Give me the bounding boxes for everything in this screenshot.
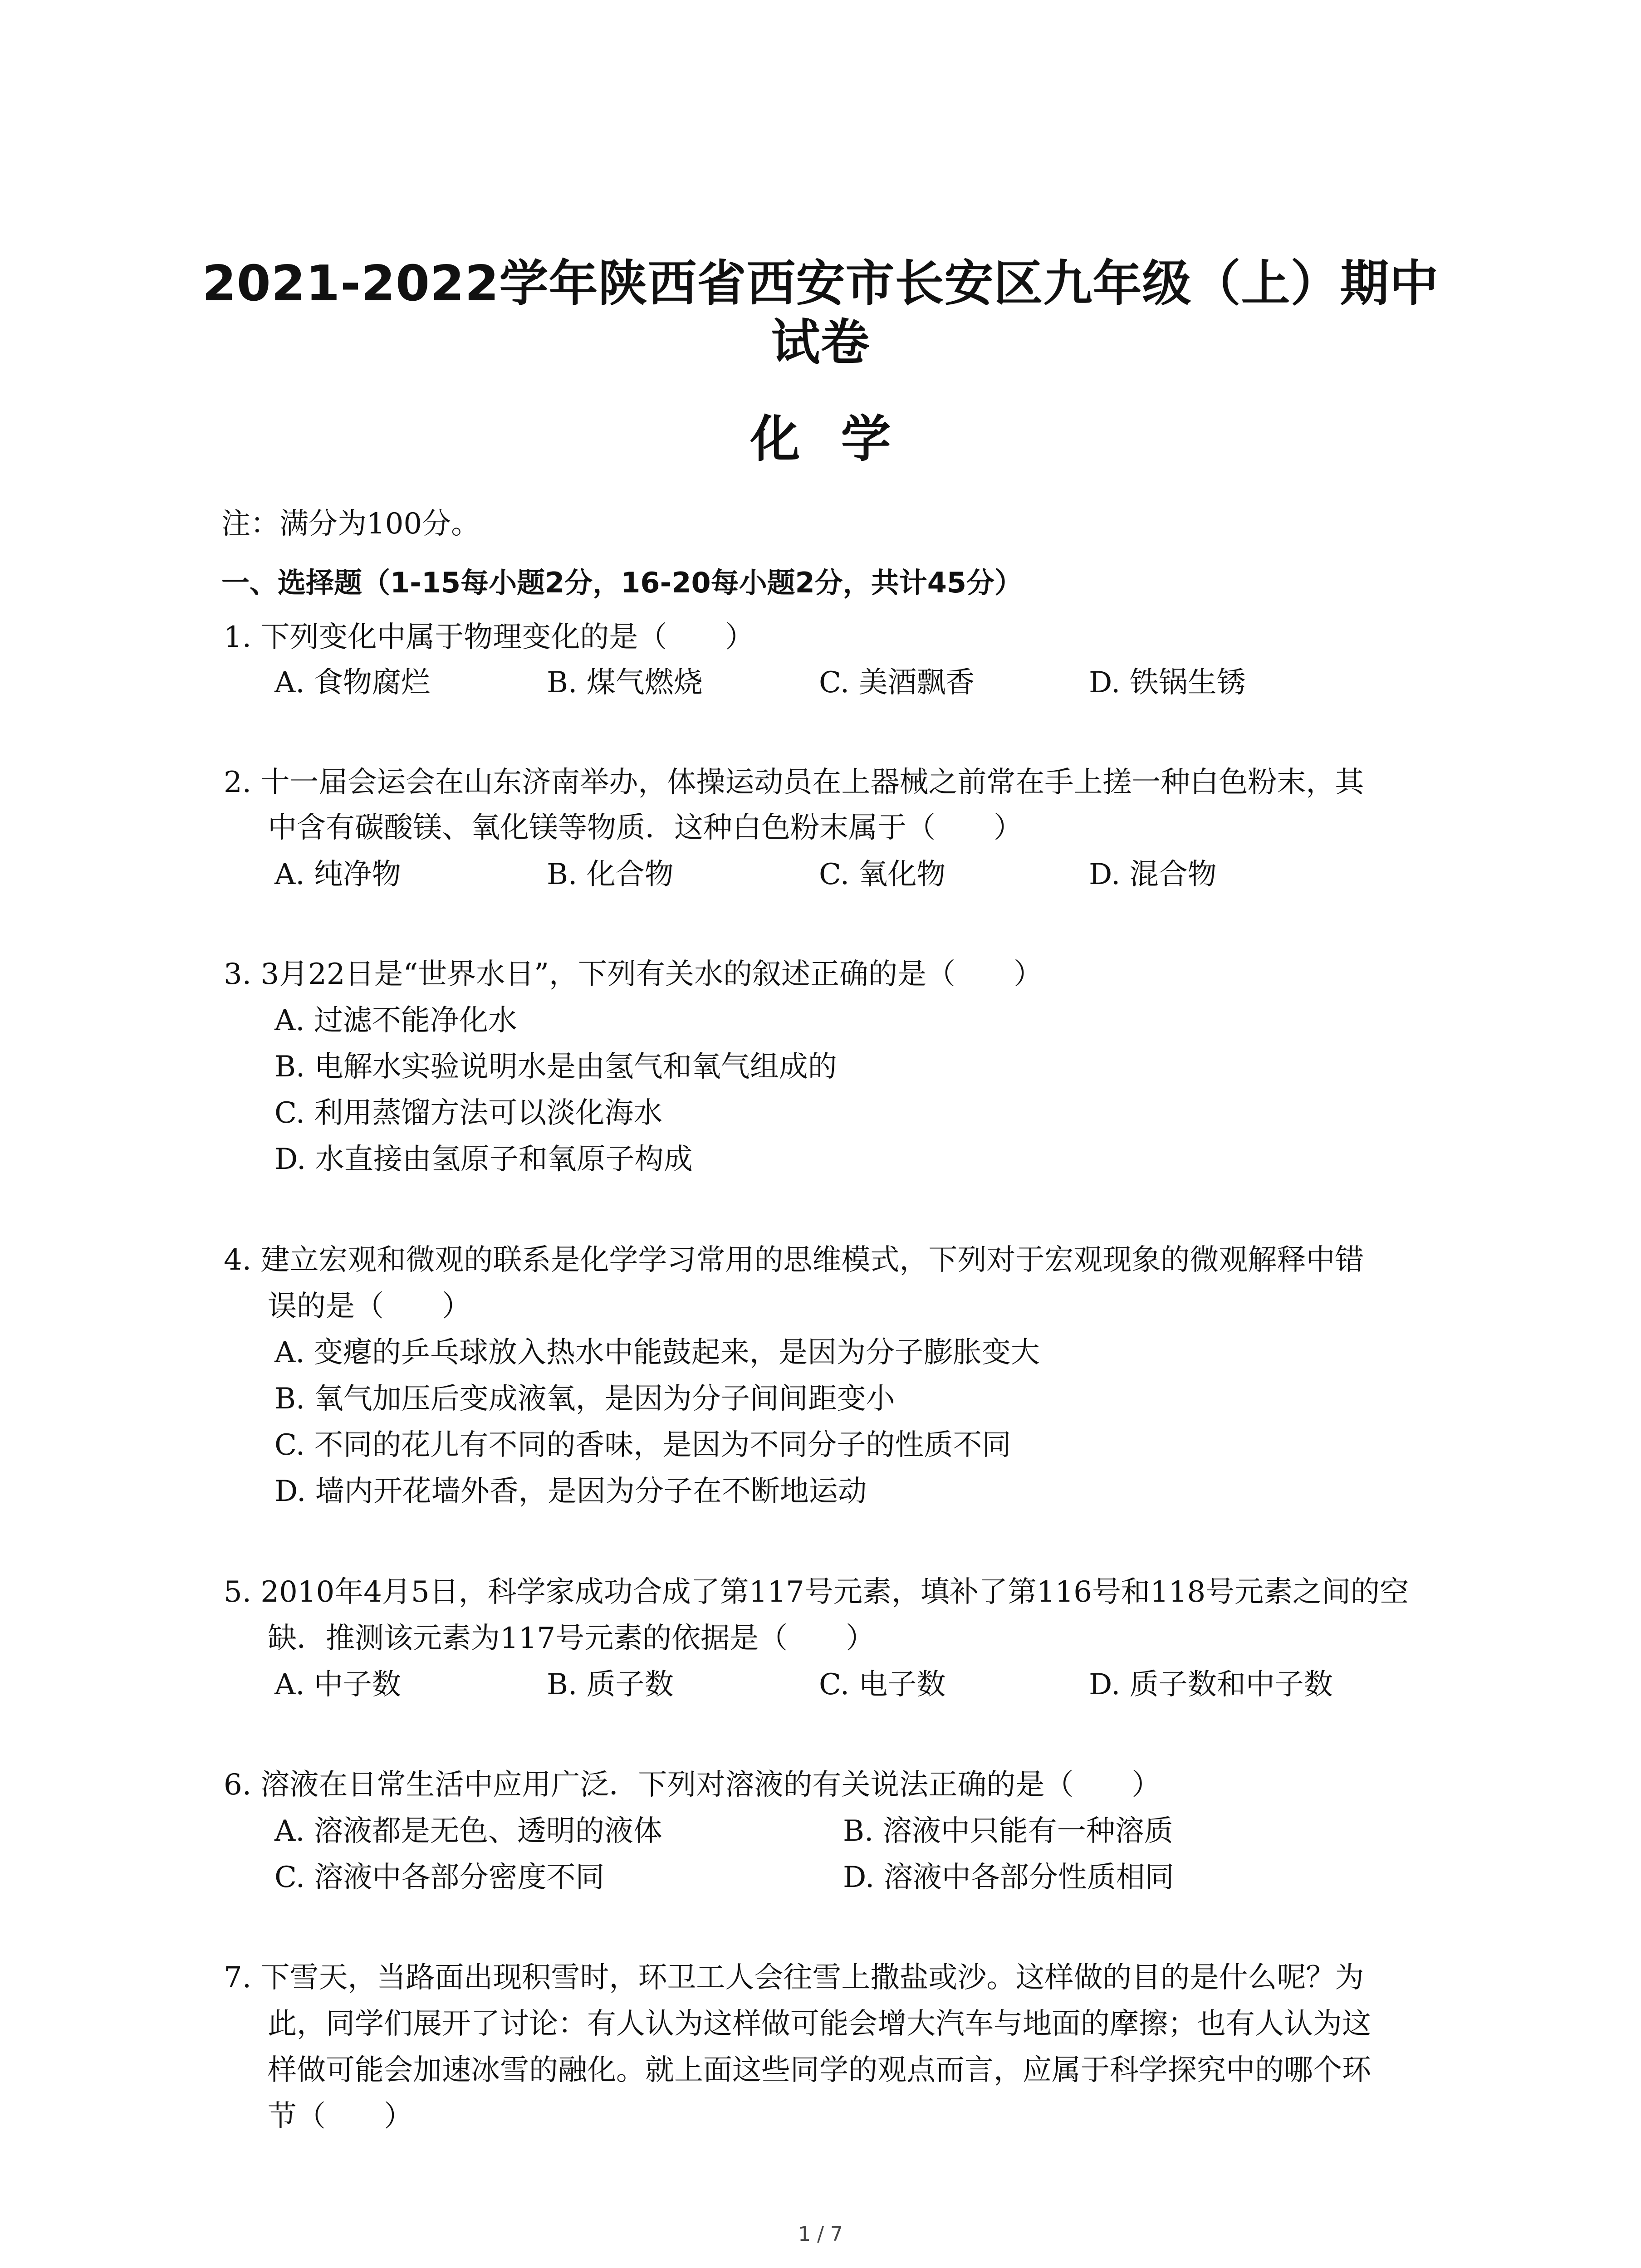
q2-option-b: B. 化合物 — [547, 858, 674, 891]
q6-option-c: C. 溶液中各部分密度不同 — [274, 1861, 605, 1894]
question-4-line-1: 4. 建立宏观和微观的联系是化学学习常用的思维模式，下列对于宏观现象的微观解释中错 — [224, 1243, 1364, 1277]
q6-option-b: B. 溶液中只能有一种溶质 — [843, 1814, 1173, 1848]
exam-title-line1: 2021-2022学年陕西省西安市长安区九年级（上）期中 — [202, 255, 1439, 312]
q5-option-b: B. 质子数 — [547, 1668, 674, 1701]
question-7-line-4: 节（ ） — [268, 2100, 413, 2133]
page-number: 1 / 7 — [798, 2223, 843, 2246]
question-5-line-1: 5. 2010年4月5日，科学家成功合成了第117号元素，填补了第116号和118号元素之间的空 — [224, 1575, 1409, 1609]
question-2-line-1: 2. 十一届会运会在山东济南举办，体操运动员在上器械之前常在手上搓一种白色粉末，其 — [224, 766, 1364, 799]
question-7-line-3: 样做可能会加速冰雪的融化。就上面这些同学的观点而言，应属于科学探究中的哪个环 — [268, 2053, 1371, 2087]
q1-option-a: A. 食物腐烂 — [274, 666, 430, 699]
q3-option-b: B. 电解水实验说明水是由氢气和氧气组成的 — [274, 1050, 837, 1084]
q4-option-d: D. 墙内开花墙外香，是因为分子在不断地运动 — [274, 1475, 867, 1508]
question-2-line-2: 中含有碳酸镁、氧化镁等物质．这种白色粉末属于（ ） — [268, 811, 1023, 845]
q3-option-a: A. 过滤不能净化水 — [274, 1004, 517, 1037]
question-4-line-2: 误的是（ ） — [268, 1290, 471, 1323]
q2-option-d: D. 混合物 — [1089, 858, 1217, 891]
question-5-line-2: 缺．推测该元素为117号元素的依据是（ ） — [268, 1622, 875, 1655]
q6-option-a: A. 溶液都是无色、透明的液体 — [274, 1814, 662, 1848]
q4-option-c: C. 不同的花儿有不同的香味，是因为不同分子的性质不同 — [274, 1428, 1011, 1462]
q6-option-d: D. 溶液中各部分性质相同 — [843, 1861, 1174, 1894]
q2-option-c: C. 氧化物 — [819, 858, 946, 891]
question-1: 1. 下列变化中属于物理变化的是（ ） — [224, 621, 754, 654]
q5-option-d: D. 质子数和中子数 — [1089, 1668, 1333, 1701]
question-7-line-2: 此，同学们展开了讨论：有人认为这样做可能会增大汽车与地面的摩擦；也有人认为这 — [268, 2007, 1371, 2041]
q5-option-c: C. 电子数 — [819, 1668, 946, 1701]
q5-option-a: A. 中子数 — [274, 1668, 401, 1701]
section-heading: 一、选择题（1-15每小题2分，16-20每小题2分，共计45分） — [221, 566, 1023, 599]
question-7-line-1: 7. 下雪天，当路面出现积雪时，环卫工人会往雪上撒盐或沙。这样做的目的是什么呢？为 — [224, 1961, 1364, 1994]
q2-option-a: A. 纯净物 — [274, 858, 401, 891]
q1-option-c: C. 美酒飘香 — [819, 666, 975, 699]
score-note: 注：满分为100分。 — [221, 507, 480, 541]
subject-title: 化学 — [750, 410, 932, 468]
question-6: 6. 溶液在日常生活中应用广泛．下列对溶液的有关说法正确的是（ ） — [224, 1768, 1161, 1802]
q1-option-b: B. 煤气燃烧 — [547, 666, 703, 699]
q4-option-a: A. 变瘪的乒乓球放入热水中能鼓起来，是因为分子膨胀变大 — [274, 1336, 1040, 1369]
question-3: 3. 3月22日是“世界水日”，下列有关水的叙述正确的是（ ） — [224, 958, 1043, 991]
q3-option-c: C. 利用蒸馏方法可以淡化海水 — [274, 1096, 663, 1130]
q1-option-d: D. 铁锅生锈 — [1089, 666, 1246, 699]
q4-option-b: B. 氧气加压后变成液氧，是因为分子间间距变小 — [274, 1382, 895, 1416]
q3-option-d: D. 水直接由氢原子和氧原子构成 — [274, 1143, 693, 1176]
exam-title-line2: 试卷 — [771, 314, 870, 371]
